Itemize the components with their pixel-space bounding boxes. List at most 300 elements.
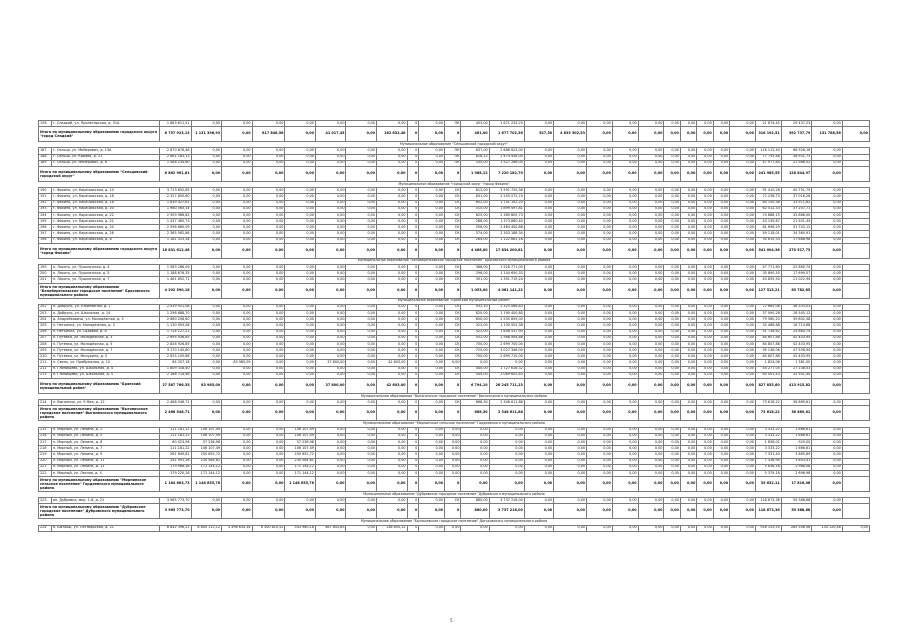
value-cell: 0,00 (697, 323, 713, 329)
total-value-cell: 0,00 (697, 283, 713, 298)
total-value-cell: 0,00 (680, 504, 696, 519)
value-cell: 0,00 (730, 194, 756, 200)
total-value-cell: 27 587 766,35 (159, 379, 191, 394)
value-cell: 1 381,00 (781, 360, 812, 366)
value-cell: 0,00 (419, 329, 445, 335)
value-cell: 0,00 (524, 160, 553, 166)
value-cell: 0,00 (587, 354, 613, 360)
value-cell: 0,00 (461, 427, 489, 433)
value-cell: 0,00 (285, 206, 316, 212)
address-cell: п. Путёвка, ул. Молодёжная, д. 3 (51, 335, 159, 341)
value-cell: 0,00 (664, 154, 680, 160)
total-value-cell: 3 965 773,70 (159, 504, 191, 519)
value-cell: 2 166 714,46 (159, 372, 191, 378)
value-cell: 0,00 (680, 194, 696, 200)
value-cell: 0,00 (222, 433, 253, 439)
value-cell: 0,00 (587, 310, 613, 316)
value-cell: 42 403,95 (781, 335, 812, 341)
value-cell: 18 545,12 (781, 310, 812, 316)
total-value-cell: 0,00 (191, 166, 222, 181)
value-cell: 2 389 805,73 (489, 212, 524, 218)
total-value-cell: 26 245 711,23 (489, 379, 524, 394)
total-value-cell: 0,00 (812, 166, 843, 181)
total-value-cell: 0,00 (315, 243, 346, 258)
total-value-cell: 527,50 (524, 127, 553, 142)
value-cell: 0,00 (812, 498, 843, 504)
total-value-cell: 0,00 (713, 477, 729, 492)
total-value-cell: 0,00 (252, 504, 285, 519)
total-value-cell: 0,00 (252, 243, 285, 258)
value-cell: 0,00 (730, 237, 756, 243)
value-cell: 2 695 936,85 (159, 335, 191, 341)
total-value-cell: 6 794,10 (461, 379, 489, 394)
address-cell: г. Сельцо, ул. Мейерович, д. 8 (51, 160, 159, 166)
value-cell: 0,00 (680, 219, 696, 225)
value-cell: 0,00 (346, 231, 377, 237)
value-cell: 0,00 (664, 212, 680, 218)
value-cell: 0,00 (377, 121, 408, 127)
total-value-cell: 0,00 (191, 406, 222, 421)
total-value-cell: 0,00 (554, 283, 587, 298)
value-cell: 0,00 (680, 188, 696, 194)
value-cell: 0,00 (730, 525, 756, 531)
value-cell: 0,00 (638, 470, 664, 476)
value-cell: 0 (407, 470, 419, 476)
value-cell: 0,00 (680, 341, 696, 347)
value-cell: 0,00 (191, 366, 222, 372)
value-cell: 0,00 (638, 188, 664, 194)
address-cell: г. Фокино, ул. Карачижская, д. 22 (51, 219, 159, 225)
value-cell: 0,00 (638, 200, 664, 206)
value-cell: 0,00 (461, 433, 489, 439)
value-cell: 0,00 (664, 188, 680, 194)
value-cell: 0,00 (812, 200, 843, 206)
value-cell: 335,00 (461, 160, 489, 166)
total-value-cell: 0,00 (713, 406, 729, 421)
value-cell: 0,00 (191, 348, 222, 354)
value-cell: 0,00 (419, 400, 445, 406)
row-number: 190 (39, 188, 52, 194)
value-cell: 0,00 (191, 219, 222, 225)
value-cell: 0,00 (697, 470, 713, 476)
value-cell: 0,00 (587, 231, 613, 237)
value-cell: 0,00 (638, 219, 664, 225)
value-cell: 0,00 (812, 464, 843, 470)
value-cell: 0,00 (222, 277, 253, 283)
value-cell: 0,00 (812, 212, 843, 218)
total-value-cell: X (445, 504, 461, 519)
value-cell: 0,00 (680, 317, 696, 323)
value-cell: 0,00 (315, 231, 346, 237)
value-cell: 42 403,95 (781, 341, 812, 347)
value-cell: 0,00 (713, 464, 729, 470)
value-cell: 0,00 (191, 121, 222, 127)
value-cell: 0,00 (587, 206, 613, 212)
value-cell: 230 584,81 (191, 458, 222, 464)
value-cell: 0,00 (612, 304, 638, 310)
value-cell: 21 022,94 (781, 277, 812, 283)
value-cell: 5 379,16 (755, 470, 781, 476)
row-number: 209 (39, 348, 52, 354)
value-cell: 0,00 (730, 323, 756, 329)
value-cell: 0,00 (680, 154, 696, 160)
row-number: 214 (39, 400, 52, 406)
value-cell: 0,00 (713, 206, 729, 212)
total-value-cell: 0,00 (730, 283, 756, 298)
value-cell: 0,00 (252, 212, 285, 218)
value-cell: 0,00 (730, 464, 756, 470)
value-cell: 0,00 (730, 304, 756, 310)
total-value-cell: 0,00 (285, 379, 316, 394)
value-cell: 0,00 (445, 464, 461, 470)
value-cell: 0,00 (554, 464, 587, 470)
address-cell: г. Сельцо, ул. Мейерович, д. 13А (51, 148, 159, 154)
value-cell: 0,00 (461, 464, 489, 470)
value-cell: 0,00 (252, 231, 285, 237)
total-value-cell: 0,00 (713, 166, 729, 181)
value-cell: 0,00 (664, 439, 680, 445)
value-cell: 0,00 (554, 323, 587, 329)
value-cell: 2 255 572,74 (489, 194, 524, 200)
value-cell: 34 360,91 (781, 231, 812, 237)
value-cell: 0,00 (377, 225, 408, 231)
value-cell: 5 836,18 (755, 464, 781, 470)
address-cell: п. Добрунь, ул. Школьная, д. 14 (51, 310, 159, 316)
value-cell: 0,00 (524, 446, 553, 452)
value-cell: 0 (407, 427, 419, 433)
value-cell: 0,00 (664, 225, 680, 231)
value-cell: 0,00 (713, 121, 729, 127)
row-number: 215 (39, 427, 52, 433)
value-cell: 0,00 (524, 154, 553, 160)
value-cell: 0,00 (222, 458, 253, 464)
value-cell: 0,00 (252, 310, 285, 316)
value-cell: 0,00 (346, 188, 377, 194)
total-value-cell: 541 004,38 (755, 243, 781, 258)
value-cell: 0,00 (697, 154, 713, 160)
value-cell: 0,00 (730, 200, 756, 206)
value-cell: 0,00 (664, 206, 680, 212)
value-cell: 0,00 (697, 310, 713, 316)
value-cell: 2 325 068,83 (489, 304, 524, 310)
value-cell: 0,00 (285, 335, 316, 341)
value-cell: 0,00 (697, 317, 713, 323)
total-value-cell: 0,00 (713, 504, 729, 519)
value-cell: 0,00 (638, 212, 664, 218)
value-cell: 0,00 (612, 310, 638, 316)
total-value-cell: 0,00 (587, 283, 613, 298)
value-cell: 0,00 (638, 348, 664, 354)
total-value-cell: 0,00 (315, 504, 346, 519)
value-cell: 0,00 (285, 148, 316, 154)
value-cell: 0,00 (315, 433, 346, 439)
value-cell: 0,00 (346, 525, 377, 531)
value-cell: 72 236,73 (755, 194, 781, 200)
value-cell: 0,00 (252, 271, 285, 277)
value-cell: 552,00 (461, 335, 489, 341)
total-label: Итого по муниципальному образованию "Мирнинское сельское поселение" Гордеевского муниципального района (39, 477, 160, 492)
total-value-cell: 182 632,48 (377, 127, 408, 142)
value-cell: 0,00 (638, 194, 664, 200)
total-value-cell: 0,00 (664, 504, 680, 519)
value-cell: 0,00 (812, 433, 843, 439)
value-cell: 0,00 (697, 354, 713, 360)
value-cell: 0,00 (812, 160, 843, 166)
value-cell: 0,00 (419, 433, 445, 439)
value-cell: 0,00 (812, 323, 843, 329)
value-cell: 286,00 (461, 219, 489, 225)
value-cell: 250 652,72 (285, 452, 316, 458)
total-value-cell: 0 (407, 127, 419, 142)
address-cell: г. Фокино, ул. Карачижская, д. 20 (51, 206, 159, 212)
total-value-cell: 0,00 (222, 243, 253, 258)
value-cell: 0,00 (680, 400, 696, 406)
value-cell: 0,00 (812, 206, 843, 212)
value-cell: 668,30 (461, 400, 489, 406)
value-cell: 0,00 (713, 237, 729, 243)
value-cell: 0,00 (612, 225, 638, 231)
total-value-cell: 131 788,56 (812, 127, 843, 142)
value-cell: СК (445, 277, 461, 283)
value-cell: 16 714,68 (781, 323, 812, 329)
value-cell: 0,00 (191, 341, 222, 347)
value-cell: 0,00 (461, 458, 489, 464)
total-value-cell: 42 603,00 (377, 379, 408, 394)
value-cell: 0,00 (587, 194, 613, 200)
value-cell: 650,00 (461, 317, 489, 323)
value-cell: 0,00 (346, 452, 377, 458)
value-cell: ПК (445, 121, 461, 127)
row-number: 206 (39, 329, 52, 335)
value-cell: 0,00 (612, 219, 638, 225)
value-cell: 106 107,49 (191, 427, 222, 433)
value-cell: 0,00 (812, 446, 843, 452)
total-value-cell (842, 379, 869, 394)
value-cell: 2 509 986,82 (159, 212, 191, 218)
municipality-title: Муниципальное образование "Брянский муниципальный район" (39, 298, 870, 304)
value-cell: 0,00 (554, 446, 587, 452)
value-cell: СК (445, 366, 461, 372)
total-value-cell: 8 757 923,13 (159, 127, 191, 142)
address-cell: г. Фокино, ул. Карачижская, д. 26 (51, 231, 159, 237)
value-cell: 0,00 (638, 400, 664, 406)
value-cell: 2 439 921,08 (159, 304, 191, 310)
value-cell: 0,00 (680, 160, 696, 166)
value-cell: 0,00 (252, 121, 285, 127)
value-cell: 0,00 (252, 200, 285, 206)
value-cell: 0,00 (697, 348, 713, 354)
total-value-cell: 0,00 (222, 283, 253, 298)
value-cell: 0,00 (713, 225, 729, 231)
value-cell: 0,00 (713, 154, 729, 160)
value-cell: 1 528 771,00 (489, 265, 524, 271)
value-cell: 0,00 (730, 121, 756, 127)
value-cell: 0,00 (713, 219, 729, 225)
value-cell: 0,00 (554, 237, 587, 243)
value-cell: 0 (407, 446, 419, 452)
value-cell: 0,00 (377, 194, 408, 200)
value-cell: 0,00 (524, 304, 553, 310)
total-value-cell: 0,00 (346, 127, 377, 142)
value-cell: 3 713 652,85 (159, 188, 191, 194)
value-cell: СК (445, 231, 461, 237)
value-cell: 0,00 (680, 360, 696, 366)
row-number: 205 (39, 323, 52, 329)
value-cell: 0,00 (612, 271, 638, 277)
value-cell: 0,00 (285, 372, 316, 378)
value-cell: 0,00 (315, 400, 346, 406)
value-cell: 1 130 922,38 (489, 323, 524, 329)
value-cell: 0,00 (554, 427, 587, 433)
value-cell: 0,00 (612, 231, 638, 237)
total-value-cell: 0,00 (191, 283, 222, 298)
value-cell: 0,00 (638, 160, 664, 166)
total-value-cell: 0,00 (638, 477, 664, 492)
row-number: 216 (39, 433, 52, 439)
total-value-cell: 0,00 (222, 504, 253, 519)
value-cell: 0,00 (587, 372, 613, 378)
value-cell: 0,00 (222, 372, 253, 378)
value-cell: 0,00 (377, 464, 408, 470)
value-cell: 0,00 (713, 323, 729, 329)
value-cell: 0,00 (419, 194, 445, 200)
total-label: Итого по муниципальному образованию "Сельцовский городской округ" (39, 166, 160, 181)
value-cell: 72 665,06 (755, 304, 781, 310)
value-cell: 0,00 (664, 271, 680, 277)
municipality-title: Муниципальное образование "Дубровское городское поселение" Дубровского муниципального района (39, 492, 870, 498)
value-cell: 0,00 (222, 498, 253, 504)
value-cell: СК (445, 188, 461, 194)
value-cell: 0,00 (612, 433, 638, 439)
value-cell: 0,00 (713, 194, 729, 200)
value-cell: 0,00 (587, 200, 613, 206)
row-number: 218 (39, 446, 52, 452)
value-cell: 27 138,53 (781, 366, 812, 372)
value-cell: 7 331,40 (755, 452, 781, 458)
value-cell: 3 591 720,38 (489, 188, 524, 194)
value-cell: 0,00 (554, 212, 587, 218)
row-number: 201 (39, 277, 52, 283)
value-cell: 0,00 (812, 360, 843, 366)
value-cell: 932,10 (461, 304, 489, 310)
value-cell: 0,00 (697, 225, 713, 231)
value-cell: 36 333,03 (781, 304, 812, 310)
value-cell: 0,00 (713, 160, 729, 166)
value-cell: 0,00 (697, 341, 713, 347)
value-cell: 43 855,50 (755, 277, 781, 283)
value-cell: 37 016,26 (781, 194, 812, 200)
row-number: 187 (39, 148, 52, 154)
total-value-cell: 0,00 (697, 243, 713, 258)
value-cell: 3 965 773,70 (159, 498, 191, 504)
address-cell: п. Мирный, ул. Ленина, д. 9 (51, 452, 159, 458)
value-cell: 2 660 208,80 (159, 317, 191, 323)
value-cell: 0,00 (730, 212, 756, 218)
value-cell: 0,00 (419, 323, 445, 329)
total-value-cell: 1 148 655,76 (285, 477, 316, 492)
total-value-cell: 0,00 (680, 477, 696, 492)
value-cell: 0,00 (346, 348, 377, 354)
total-value-cell: 0,00 (315, 283, 346, 298)
value-cell: 0,00 (713, 446, 729, 452)
value-cell: 0,00 (587, 341, 613, 347)
table-row (39, 525, 870, 531)
value-cell: 0,00 (697, 212, 713, 218)
value-cell: 0,00 (445, 452, 461, 458)
value-cell: 0,00 (697, 400, 713, 406)
total-value-cell: X (445, 283, 461, 298)
value-cell: 0,00 (191, 206, 222, 212)
total-value-cell: 4 466,00 (461, 243, 489, 258)
value-cell: ПК (445, 154, 461, 160)
row-number: 220 (39, 458, 52, 464)
value-cell: 0,00 (315, 277, 346, 283)
value-cell: 0,00 (419, 464, 445, 470)
value-cell: 0,00 (713, 304, 729, 310)
value-cell: 0,00 (419, 317, 445, 323)
value-cell: 0,00 (377, 366, 408, 372)
value-cell: 40 751,79 (781, 188, 812, 194)
total-value-cell: 41 017,45 (315, 127, 346, 142)
total-value-cell: 0,00 (222, 379, 253, 394)
total-value-cell: 0,00 (285, 127, 316, 142)
value-cell: 0,00 (315, 160, 346, 166)
row-number: 208 (39, 341, 52, 347)
value-cell: 0,00 (222, 206, 253, 212)
value-cell: 0,00 (346, 427, 377, 433)
address-cell: д. Андрейковичи, ул. Молодёжная, д. 5 (51, 317, 159, 323)
value-cell: 0,00 (524, 310, 553, 316)
value-cell: 0,00 (680, 470, 696, 476)
value-cell: 0,00 (524, 206, 553, 212)
value-cell: 22 660,74 (781, 265, 812, 271)
value-cell: 0,00 (252, 439, 285, 445)
value-cell: 0,00 (191, 277, 222, 283)
total-value-cell: 6 862 961,81 (159, 166, 191, 181)
value-cell: 0,00 (554, 341, 587, 347)
total-row (39, 406, 870, 421)
total-value-cell: 0,00 (346, 283, 377, 298)
value-cell: 0,00 (697, 231, 713, 237)
value-cell: 0,00 (587, 464, 613, 470)
value-cell: 1 666,61 (781, 433, 812, 439)
total-value-cell: X (445, 406, 461, 421)
total-value-cell: 0,00 (377, 477, 408, 492)
total-value-cell: 0,00 (554, 477, 587, 492)
value-cell: СК (445, 206, 461, 212)
value-cell: 1 527 286,04 (489, 160, 524, 166)
value-cell: 0,00 (664, 304, 680, 310)
value-cell: 0 (407, 354, 419, 360)
value-cell: 0,00 (489, 360, 524, 366)
value-cell: 0,00 (680, 433, 696, 439)
value-cell: 0,00 (587, 348, 613, 354)
value-cell: 837,00 (461, 148, 489, 154)
value-cell: 0,00 (377, 341, 408, 347)
value-cell: 0,00 (252, 323, 285, 329)
value-cell: 138 650,12 (377, 525, 408, 531)
value-cell: 0,00 (191, 329, 222, 335)
value-cell: 1 899 497,81 (489, 206, 524, 212)
total-value-cell: 0,00 (524, 477, 553, 492)
value-cell: 0,00 (419, 277, 445, 283)
total-value-cell: 1 677 702,36 (489, 127, 524, 142)
value-cell: 1 190 400,80 (489, 310, 524, 316)
value-cell: 0 (407, 372, 419, 378)
total-value-cell: 0,00 (252, 283, 285, 298)
value-cell: 0,00 (730, 160, 756, 166)
value-cell: 0,00 (419, 366, 445, 372)
